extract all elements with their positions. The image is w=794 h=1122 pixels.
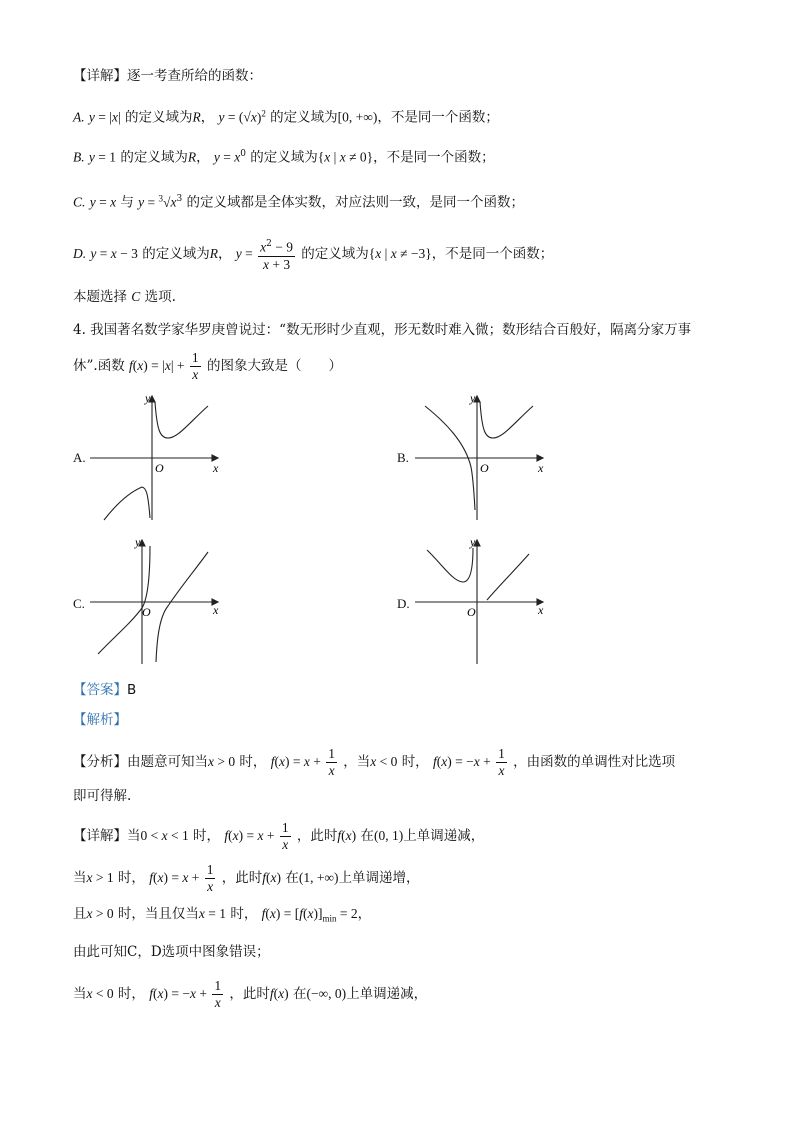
detail-line3: 且x > 0 时，当且仅当x = 1 时， $f(x) = [f(x)]_{min} = 2$， — [73, 906, 372, 924]
axis-y-label: y — [470, 536, 476, 549]
axis-x-label: x — [538, 603, 544, 617]
detail-line1: 【详解】当0 < x < 1 时， f(x) = x + $\frac{1}{x}$ ，此时f(x) 在(0, 1)上单调递减， — [73, 820, 485, 852]
detail-line4: 由此可知C，D选项中图象错误； — [73, 944, 270, 960]
option-a-explanation: A. y = |x| 的定义域为R， $y = (√x)^2$ 的定义域为[0, +∞)，不是同一个函数； — [73, 108, 499, 126]
option-a-label[interactable]: A. — [73, 450, 86, 465]
axis-x-label: x — [213, 461, 219, 475]
analysis-line2: 即可得解. — [73, 788, 132, 804]
option-a-graph[interactable] — [90, 392, 225, 522]
origin-label: O — [480, 461, 489, 475]
option-d-graph[interactable] — [415, 536, 550, 666]
detail-line2: 当x > 1 时， f(x) = x + $\frac{1}{x}$ ，此时f(x) 在(1, +∞)上单调递增， — [73, 862, 420, 894]
analysis-line1: 【分析】由题意可知当x > 0 时， f(x) = x + $\frac{1}{x}$ ，当x < 0 时， f(x) = −x + $\frac{1}{x}$ ，由函数的单调性对比选项 — [73, 746, 676, 778]
origin-label: O — [467, 605, 476, 619]
answer-value: B — [127, 682, 137, 698]
axis-y-label: y — [470, 392, 476, 405]
question-4-line2: 休”.函数 f(x) = |x| + $\frac{1}{x}$ 的图象大致是（ ） — [73, 350, 342, 382]
axis-x-label: x — [538, 461, 544, 475]
option-d-label[interactable]: D. — [397, 596, 410, 611]
analysis-label: 【解析】 — [73, 712, 127, 728]
option-b-graph[interactable] — [415, 392, 550, 522]
choose-line: 本题选择 C 选项. — [73, 289, 176, 305]
answer-line: 【答案】B — [73, 682, 137, 698]
option-c-graph[interactable] — [90, 536, 225, 666]
option-c-explanation: C. y = x 与 $y = ^3√x^3$ 的定义域都是全体实数，对应法则一致，是同一个函数； — [73, 193, 524, 211]
option-b-label[interactable]: B. — [397, 450, 409, 465]
axis-x-label: x — [213, 603, 219, 617]
option-c-label[interactable]: C. — [73, 596, 85, 611]
axis-y-label: y — [135, 536, 141, 549]
detail-line5: 当x < 0 时， f(x) = −x + $\frac{1}{x}$ ，此时f(x) 在(−∞, 0)上单调递减， — [73, 978, 428, 1010]
option-d-explanation: D. y = x − 3 的定义域为R， y = $\frac{x^2 - 9}{x + 3}$ 的定义域为{x | x ≠ −3}，不是同一个函数； — [73, 236, 553, 273]
origin-label: O — [142, 605, 151, 619]
origin-label: O — [155, 461, 164, 475]
option-b-explanation: B. y = 1 的定义域为R， $y = x^0$ 的定义域为{x | x ≠ 0}，不是同一个函数； — [73, 149, 495, 166]
xiangjie-heading: 【详解】逐一考查所给的函数： — [73, 68, 262, 84]
axis-y-label: y — [145, 392, 151, 405]
question-4-line1: 4. 我国著名数学家华罗庚曾说过：“数无形时少直观，形无数时难入微；数形结合百般好，隔离分家万事 — [73, 322, 692, 338]
